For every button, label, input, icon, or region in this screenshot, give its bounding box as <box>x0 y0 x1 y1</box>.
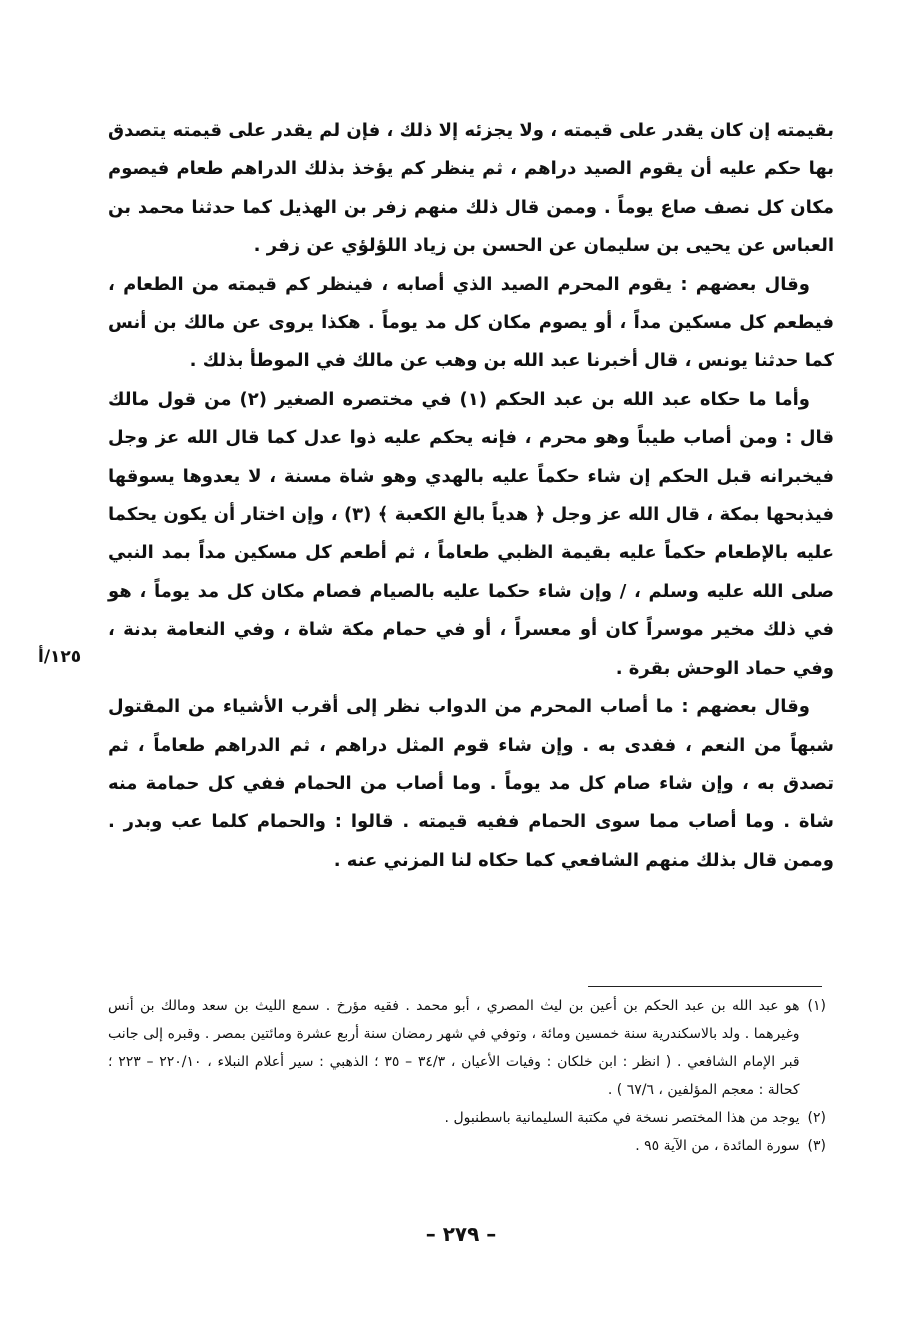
footnote-number: (٣) <box>807 1138 826 1154</box>
page-number: – ٢٧٩ – <box>425 1222 497 1246</box>
footnote-1 <box>108 992 826 1104</box>
footnote-text: يوجد من هذا المختصر نسخة في مكتبة السليمانية باسطنبول . <box>444 1110 800 1126</box>
footnote-number: (٢) <box>807 1110 826 1126</box>
paragraph-1: بقيمته إن كان يقدر على قيمته ، ولا يجزئه إلا ذلك ، فإن لم يقدر على قيمته يتصدق بها حكم عليه أن يقوم الصيد دراهم ، ثم ينظر كم يؤخذ بذلك الدراهم طعام فيصوم مكان كل نصف صاع يوماً . وممن قال ذلك منهم زفر بن الهذيل كما حدثنا محمد بن العباس عن يحيى بن سليمان عن الحسن بن زياد اللؤلؤي عن زفر . <box>108 120 834 257</box>
footnote-text: سورة المائدة ، من الآية ٩٥ . <box>635 1138 800 1154</box>
footnote-text: هو عبد الله بن عبد الحكم بن أعين بن ليث المصري ، أبو محمد . فقيه مؤرخ . سمع الليث بن سعد ومالك بن أنس وغيرهما . ولد بالاسكندرية سنة خمسين ومائة ، وتوفي في شهر رمضان سنة أربع عشرة ومائتين بمصر . وقبره إلى جانب قبر الإمام الشافعي . ( انظر : ابن خلكان : وفيات الأعيان ، ٣٤/٣ – ٣٥ ؛ الذهبي : سير أعلام النبلاء ، ٢٢٠/١٠ – ٢٢٣ ؛ كحالة : معجم المؤلفين ، ٦٧/٦ ) . <box>108 998 800 1098</box>
main-text <box>108 112 834 880</box>
footnote-2 <box>108 1104 826 1132</box>
footnotes <box>108 992 826 1160</box>
paragraph-2: وقال بعضهم : يقوم المحرم الصيد الذي أصابه ، فينظر كم قيمته من الطعام ، فيطعم كل مسكين مداً ، أو يصوم مكان كل مد يوماً . هكذا يروى عن مالك بن أنس كما حدثنا يونس ، قال أخبرنا عبد الله بن وهب عن مالك في الموطأ بذلك . <box>108 273 834 372</box>
manuscript-folio-marker: ١٢٥/أ <box>38 647 82 667</box>
footnote-separator <box>588 986 822 987</box>
paragraph-4: وقال بعضهم : ما أصاب المحرم من الدواب نظر إلى أقرب الأشياء من المقتول شبهاً من النعم ، ففدى به . وإن شاء قوم المثل دراهم ، ثم الدراهم طعاماً ، ثم تصدق به ، وإن شاء صام كل مد يوماً . وما أصاب من الحمام ففي كل حمامة منه شاة . وما أصاب مما سوى الحمام ففيه قيمته . قالوا : والحمام كلما عب وبدر . وممن قال بذلك منهم الشافعي كما حكاه لنا المزني عنه . <box>108 696 834 871</box>
footnote-number: (١) <box>807 998 826 1014</box>
footnote-3 <box>108 1132 826 1160</box>
paragraph-3: وأما ما حكاه عبد الله بن عبد الحكم (١) في مختصره الصغير (٢) من قول مالك قال : ومن أصاب طيباً وهو محرم ، فإنه يحكم عليه ذوا عدل كما قال الله عز وجل فيخبرانه قبل الحكم إن شاء حكماً عليه بالهدي وهو شاة مسنة ، لا يعدوها يسوقها فيذبحها بمكة ، قال الله عز وجل ﴿ هدياً بالغ الكعبة ﴾ (٣) ، وإن اختار أن يكون يحكما عليه بالإطعام حكماً عليه بقيمة الظبي طعاماً ، ثم أطعم كل مسكين مداً بمد النبي صلى الله عليه وسلم ، / وإن شاء حكما عليه بالصيام فصام مكان كل مد يوماً ، هو في ذلك مخير موسراً كان أو معسراً ، أو في حمام مكة شاة ، وفي النعامة بدنة ، وفي حماد الوحش بقرة . <box>108 388 834 679</box>
